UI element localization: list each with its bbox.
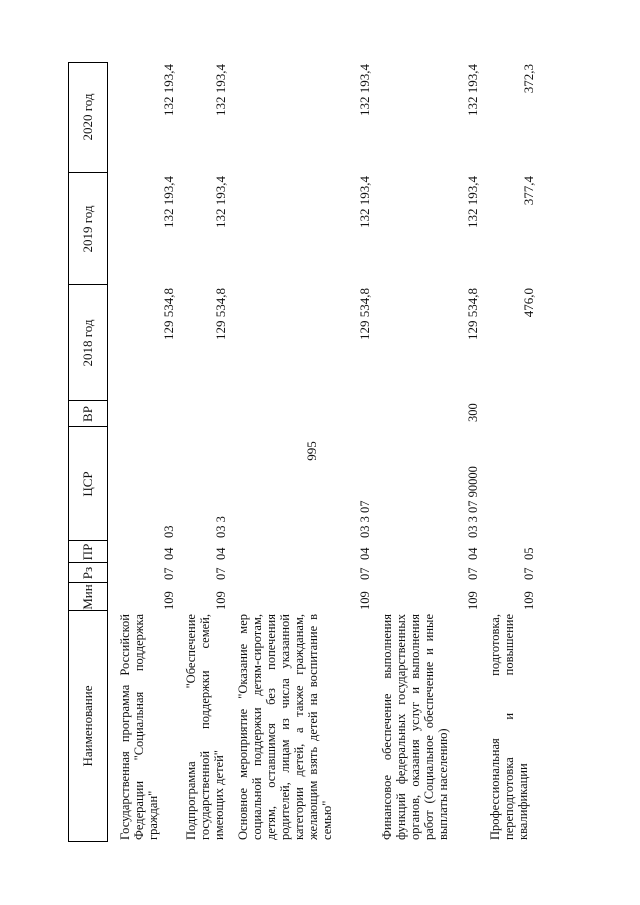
header-2019: 2019 год: [80, 205, 95, 253]
table-row: [488, 62, 536, 842]
header-name: Наименование: [80, 685, 95, 767]
row-2018: 129 534,8: [357, 288, 372, 340]
row-csr: 03 3 07 90000: [466, 466, 480, 538]
table-row: [118, 62, 176, 842]
row-rz: 07: [466, 567, 480, 580]
row-2018: 129 534,8: [161, 288, 176, 340]
row-pr: 04: [214, 547, 228, 560]
row-min: 109: [162, 591, 176, 610]
table-header: [68, 62, 108, 842]
header-divider: [69, 400, 107, 401]
header-divider: [69, 426, 107, 427]
row-2019: 132 193,4: [465, 176, 480, 228]
row-min: 109: [522, 591, 536, 610]
row-pr: 04: [358, 547, 372, 560]
header-divider: [69, 540, 107, 541]
row-rz: 07: [522, 567, 536, 580]
page-number: 995: [304, 441, 319, 461]
row-name: Основное мероприятие "Оказание мер социальной поддержки детям-сиротам, детям, оставшимся без попечения родителей, лицам из числа указанной категории детей, а также гражданам, желающим взять детей на воспитание в семью": [236, 614, 334, 840]
header-divider: [69, 172, 107, 173]
row-2018: 129 534,8: [465, 288, 480, 340]
header-csr: ЦСР: [80, 471, 95, 497]
header-divider: [69, 582, 107, 583]
row-vr: 300: [466, 403, 480, 422]
row-2020: 132 193,4: [357, 64, 372, 116]
row-2020: 132 193,4: [465, 64, 480, 116]
rotated-table-page: [10, 37, 600, 842]
row-name: Финансовое обеспечение выполнения функций федеральных государственных органов, оказания услуг и выполнения работ (Социальное обеспечение и иные выплаты населению): [380, 614, 450, 840]
row-name: Государственная программа Российской Федерации "Социальная поддержка граждан": [118, 614, 160, 840]
row-pr: 05: [522, 547, 536, 560]
row-2020: 132 193,4: [161, 64, 176, 116]
row-rz: 07: [358, 567, 372, 580]
row-name: Подпрограмма "Обеспечение государственной поддержки семей, имеющих детей": [184, 614, 226, 840]
row-2019: 132 193,4: [213, 176, 228, 228]
header-2020: 2020 год: [80, 93, 95, 141]
row-min: 109: [466, 591, 480, 610]
row-csr: 03 3: [214, 516, 228, 538]
row-min: 109: [358, 591, 372, 610]
table-row: [236, 62, 372, 842]
row-2020: 132 193,4: [213, 64, 228, 116]
header-divider: [69, 610, 107, 611]
header-rz: Рз: [80, 566, 95, 580]
header-divider: [69, 562, 107, 563]
row-rz: 07: [214, 567, 228, 580]
header-vr: ВР: [80, 406, 95, 422]
row-pr: 04: [162, 547, 176, 560]
row-min: 109: [214, 591, 228, 610]
header-divider: [69, 284, 107, 285]
row-name: Профессиональная подготовка, переподготовка и повышение квалификации: [488, 614, 530, 840]
row-2019: 132 193,4: [161, 176, 176, 228]
row-2018: 129 534,8: [213, 288, 228, 340]
header-min: Мин: [80, 584, 95, 610]
row-csr: 03: [162, 525, 176, 538]
row-rz: 07: [162, 567, 176, 580]
header-2018: 2018 год: [80, 319, 95, 367]
table-row: [380, 62, 480, 842]
row-2019: 377,4: [521, 176, 536, 206]
row-csr: 03 3 07: [358, 500, 372, 538]
row-2020: 372,3: [521, 64, 536, 94]
table-row: [184, 62, 228, 842]
row-pr: 04: [466, 547, 480, 560]
row-2019: 132 193,4: [357, 176, 372, 228]
header-pr: ПР: [80, 543, 95, 561]
row-2018: 476,0: [521, 288, 536, 318]
